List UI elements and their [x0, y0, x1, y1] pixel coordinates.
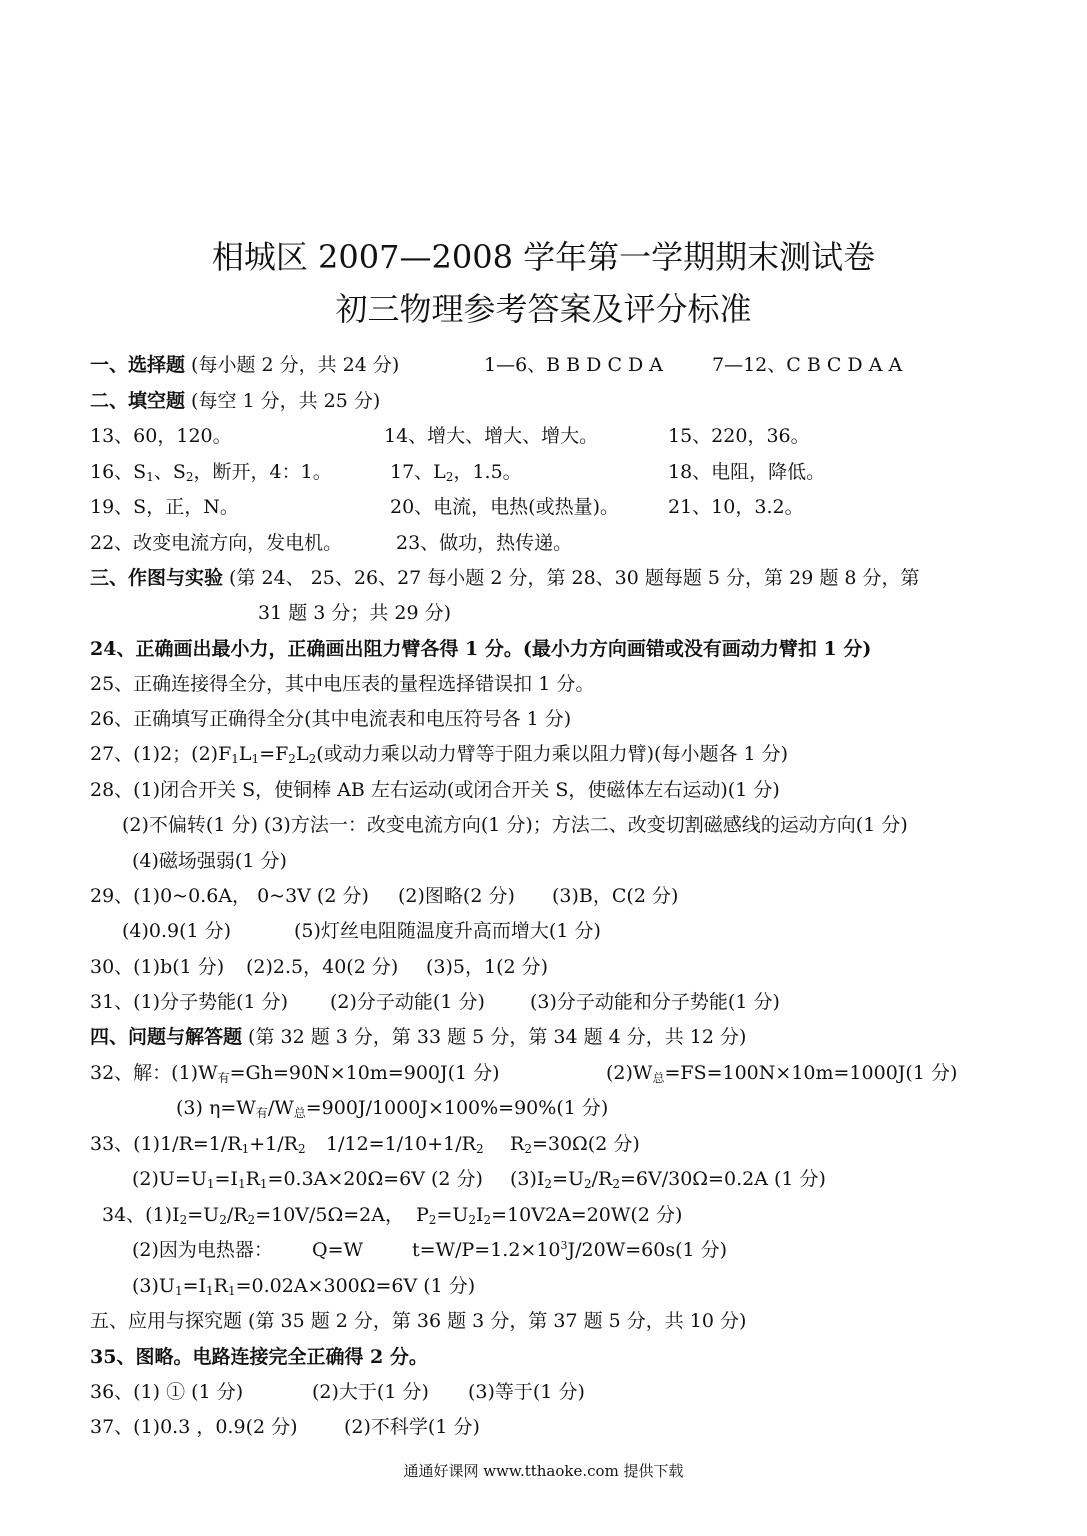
section-2-title: 二、填空题: [90, 390, 186, 412]
answer-23: 23、做功，热传递。: [396, 532, 573, 554]
answer-34-part-2: $P_2=U_2I_2=10V2A=20W(2$ 分): [416, 1204, 683, 1227]
answer-33-part-4: $(2)U=U_1=I_1R_1=0.3A\times 20\Omega=6V$ (2 分): [132, 1168, 483, 1191]
answer-36-part-1: 36、(1) ① (1 分): [90, 1381, 244, 1403]
answer-28-line-3: (4)磁场强弱(1 分): [132, 850, 287, 872]
answer-16: 16、$S_1$、$S_2$，断开，4：1。: [90, 461, 332, 484]
answer-13: 13、60，120。: [90, 425, 232, 447]
answer-29-part-2: (2)图略(2 分): [398, 885, 515, 907]
answer-21: 21、10，3.2。: [668, 496, 804, 518]
answer-29-part-1: 29、(1)0~0.6A， 0~3V (2 分): [90, 885, 369, 907]
answer-34-part-1: 34、$(1)I_2=U_2/R_2=10V/5\Omega=2A$，: [102, 1204, 404, 1227]
answers-7-12: 7—12、C B C D A A: [712, 354, 903, 376]
answer-34-part-4: Q=W: [312, 1239, 364, 1261]
answer-30-part-1: 30、(1)b(1 分): [90, 956, 225, 978]
answer-31-part-2: (2)分子动能(1 分): [330, 991, 485, 1013]
answer-33-part-5: $(3)I_2=U_2/R_2=6V/30\Omega=0.2A$ (1 分): [510, 1168, 826, 1191]
section-1-note: (每小题 2 分，共 24 分): [185, 354, 400, 376]
answer-32-part-3: (3) $\eta=W_有/W_总=900J/1000J\times 100\%=90\%(1$ 分): [176, 1097, 609, 1120]
title-line-1: 相城区 2007—2008 学年第一学期期末测试卷: [211, 238, 876, 276]
section-4-header: [90, 1024, 746, 1050]
section-4-title: 四、问题与解答题: [90, 1026, 243, 1048]
answer-33-part-1: 33、$(1)1/R=1/R_1+1/R_2$: [90, 1133, 306, 1156]
section-2-header: [90, 388, 380, 414]
answer-29-part-4: (4)0.9(1 分): [122, 920, 232, 942]
section-1-header: [90, 352, 399, 378]
answer-28-line-2: (2)不偏转(1 分) (3)方法一：改变电流方向(1 分)；方法二、改变切割磁感线的运动方向(1 分): [122, 814, 908, 836]
title-line-2: 初三物理参考答案及评分标准: [335, 290, 752, 328]
answer-34-part-6: $(3)U_1=I_1R_1=0.02A\times 300\Omega=6V$ (1 分): [132, 1275, 476, 1298]
answer-17: 17、$L_2$，1.5。: [390, 461, 522, 484]
section-3-title: 三、作图与实验: [90, 567, 224, 589]
footer-source: 通通好课网 www.tthaoke.com 提供下载: [403, 1462, 684, 1480]
section-4-note: (第 32 题 3 分，第 33 题 5 分，第 34 题 4 分，共 12 分): [242, 1026, 747, 1048]
answer-28-line-1: 28、(1)闭合开关 S，使铜棒 AB 左右运动(或闭合开关 S，使磁体左右运动)(1 分): [90, 779, 780, 801]
answer-33-part-3: $R_2=30\Omega(2$ 分): [510, 1133, 640, 1156]
answer-25: 25、正确连接得全分，其中电压表的量程选择错误扣 1 分。: [90, 673, 595, 695]
answer-36-part-2: (2)大于(1 分): [312, 1381, 429, 1403]
section-1-title: 一、选择题: [90, 354, 186, 376]
section-2-note: (每空 1 分，共 25 分): [185, 390, 381, 412]
answer-20: 20、电流，电热(或热量)。: [390, 496, 620, 518]
answer-32-part-2: $(2)W_总=FS=100N\times 10m=1000J(1$ 分): [606, 1062, 958, 1085]
answer-37-part-2: (2)不科学(1 分): [344, 1416, 480, 1438]
answer-29-part-3: (3)B，C(2 分): [552, 885, 679, 907]
answer-32-part-1: 32、解：$(1)W_有=Gh=90N\times 10m=900J(1$ 分): [90, 1062, 500, 1085]
answer-27: 27、(1)2；$(2)F_1L_1=F_2L_2$(或动力乘以动力臂等于阻力乘以阻力臂)(每小题各 1 分): [90, 743, 789, 766]
answer-34-part-5: $t=W/P=1.2\times 10^3J/20W=60s(1$ 分): [412, 1239, 728, 1261]
answer-18: 18、电阻，降低。: [668, 461, 826, 483]
answer-24: 24、正确画出最小力，正确画出阻力臂各得 1 分。(最小力方向画错或没有画动力臂扣 1 分): [90, 638, 872, 660]
answer-34-part-3: (2)因为电热器：: [132, 1239, 273, 1261]
answer-31-part-3: (3)分子动能和分子势能(1 分): [530, 991, 780, 1013]
answer-26: 26、正确填写正确得全分(其中电流表和电压符号各 1 分): [90, 708, 572, 730]
answer-19: 19、S，正，N。: [90, 496, 239, 518]
answer-30-part-2: (2)2.5，40(2 分): [246, 956, 399, 978]
answer-33-part-2: $1/12=1/10+1/R_2$: [326, 1133, 484, 1156]
section-3-header: [90, 565, 920, 591]
answer-29-part-5: (5)灯丝电阻随温度升高而增大(1 分): [294, 920, 601, 942]
section-5-title: 五、应用与探究题: [90, 1310, 243, 1332]
answer-22: 22、改变电流方向，发电机。: [90, 532, 343, 554]
answer-36-part-3: (3)等于(1 分): [468, 1381, 585, 1403]
answer-30-part-3: (3)5，1(2 分): [426, 956, 549, 978]
answers-1-6: 1—6、B B D C D A: [484, 354, 664, 376]
answer-37-part-1: 37、(1)0.3 ，0.9(2 分): [90, 1416, 298, 1438]
section-5-header: [90, 1308, 746, 1334]
section-5-note: (第 35 题 2 分，第 36 题 3 分，第 37 题 5 分，共 10 分): [242, 1310, 747, 1332]
section-3-note: (第 24、 25、26、27 每小题 2 分，第 28、30 题每题 5 分，第 29 题 8 分，第: [223, 567, 920, 589]
answer-14: 14、增大、增大、增大。: [384, 425, 599, 447]
answer-15: 15、220，36。: [668, 425, 810, 447]
answer-31-part-1: 31、(1)分子势能(1 分): [90, 991, 289, 1013]
section-3-note-cont: 31 题 3 分；共 29 分): [258, 602, 452, 624]
answer-35: 35、图略。电路连接完全正确得 2 分。: [90, 1346, 428, 1368]
